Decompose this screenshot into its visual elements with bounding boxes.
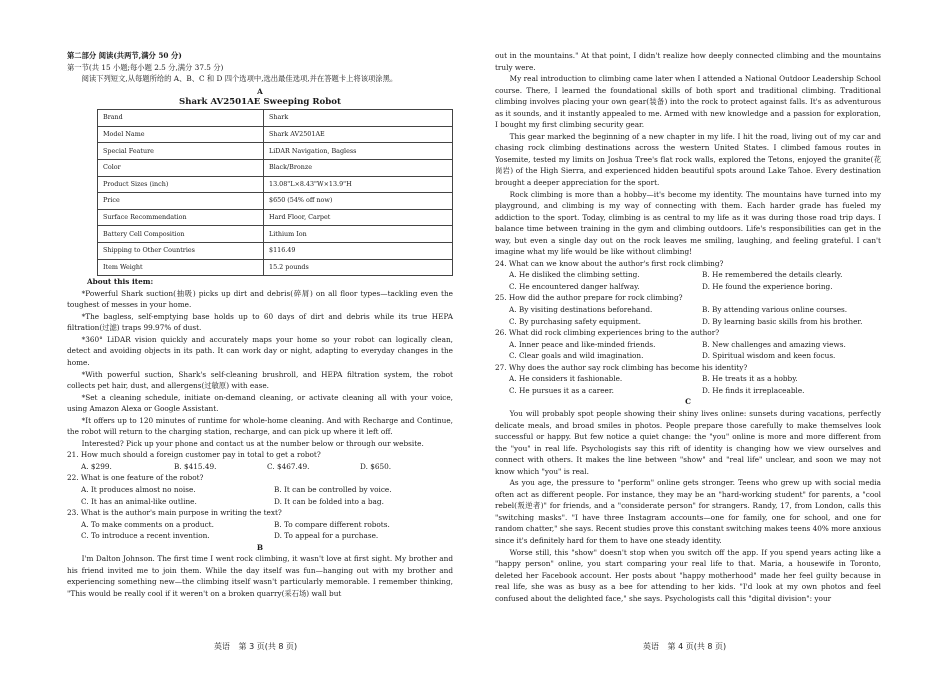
feature-list xyxy=(67,288,453,450)
feature-item: *Set a cleaning schedule, initiate on-demand cleaning, or activate cleaning all with your voice, using Amazon Alexa or Google Assistant. xyxy=(67,392,453,414)
q22-option-a[interactable]: A. It produces almost no noise. xyxy=(81,484,196,494)
spec-value: $116.49 xyxy=(264,242,453,259)
spec-row xyxy=(98,193,453,210)
q22-options-row1 xyxy=(67,484,453,496)
spec-key: Price xyxy=(98,193,264,210)
section-title: 第一节(共 15 小题;每小题 2.5 分,满分 37.5 分) xyxy=(67,62,224,72)
passage-b-continued: out in the mountains." At that point, I didn't realize how deeply connected climbing and the mountains truly were. xyxy=(495,51,881,72)
q26-options-row1 xyxy=(495,339,881,351)
question-22: 22. What is one feature of the robot? xyxy=(67,473,204,483)
spec-key: Product Sizes (inch) xyxy=(98,176,264,193)
spec-value: Black/Bronze xyxy=(264,159,453,176)
spec-row xyxy=(98,143,453,160)
question-23: 23. What is the author's main purpose in writing the text? xyxy=(67,508,282,518)
q23-option-a[interactable]: A. To make comments on a product. xyxy=(81,519,214,529)
feature-item: Interested? Pick up your phone and contact us at the number below or through our website. xyxy=(81,438,424,448)
q21-options xyxy=(67,461,453,473)
footer-left-page: 第 3 页(共 8 页) xyxy=(238,642,298,651)
about-title: About this item: xyxy=(87,277,154,287)
spec-row xyxy=(98,176,453,193)
spec-value: Shark xyxy=(264,110,453,127)
q23-options-row2 xyxy=(67,530,453,542)
q23-options-row1 xyxy=(67,519,453,531)
instructions: 阅读下列短文,从每题所给的 A、B、C 和 D 四个选项中,选出最佳选项,并在答题卡上将该项涂黑。 xyxy=(81,74,398,84)
passage-b-paragraph-4: Rock climbing is more than a hobby—it's become my identity. The mountains have turned into my playground, and climbing is my way of connecting with them. Each harder grade has fueled my addiction to the sport. Today, climbing is as central to my life as it was during those road trip days. I balance time between training in the gym and climbing outdoors. Life's responsibilities can get in the way, but even a single day out on the rock leaves me smiling, laughing, and feeling grateful. I can't imagine what my life would be like without climbing! xyxy=(495,189,881,257)
spec-row xyxy=(98,159,453,176)
passage-c-paragraph-1: You will probably spot people showing their shiny lives online: sunsets during vacations, perfectly delicate meals, and broad smiles in photos. People prepare those carefully to make themselves look successful or happy. But few notice a quiet change: the "you" online is more and more different from the "you" in real life. Psychologists say this rift of identity is changing how we view ourselves and connect with others. It makes the line between "show" and "real life" unclear, and soon we may not know which "you" is real. xyxy=(495,408,881,476)
question-25: 25. How did the author prepare for rock climbing? xyxy=(495,293,683,303)
q27-options-row1 xyxy=(495,373,881,385)
q21-option-a[interactable]: A. $299. xyxy=(81,461,112,471)
footer-right-subject: 英语 xyxy=(643,642,659,651)
q26-option-a[interactable]: A. Inner peace and like-minded friends. xyxy=(509,339,656,349)
passage-b-paragraph-2: My real introduction to climbing came later when I attended a National Outdoor Leadership School course. There, I learned the foundational skills of both sport and traditional climbing. Traditional climbing involves placing your own gear(装备) into the rock to protect against falls. It's as adventurous as it sounds, and it instantly appealed to me. Armed with new knowledge and a passion for exploration, I bought my first climbing security gear. xyxy=(495,74,881,130)
q24-options-row2 xyxy=(495,281,881,293)
footer-right xyxy=(643,641,732,652)
question-26: 26. What did rock climbing experiences bring to the author? xyxy=(495,328,720,338)
spec-value: LiDAR Navigation, Bagless xyxy=(264,143,453,160)
question-27: 27. Why does the author say rock climbing has become his identity? xyxy=(495,362,748,372)
q25-option-b[interactable]: B. By attending various online courses. xyxy=(702,305,848,315)
q25-option-d[interactable]: D. By learning basic skills from his brother. xyxy=(702,316,863,326)
spec-key: Special Feature xyxy=(98,143,264,160)
q24-option-c[interactable]: C. He encountered danger halfway. xyxy=(509,281,640,291)
feature-item: *It offers up to 120 minutes of runtime for whole-home cleaning. And with Recharge and Continue, the robot will return to the charging station, recharge, and can pick up where it left off. xyxy=(67,415,453,437)
q23-option-c[interactable]: C. To introduce a recent invention. xyxy=(81,531,210,541)
q22-option-d[interactable]: D. It can be folded into a bag. xyxy=(274,496,384,506)
feature-item: *360° LiDAR vision quickly and accurately maps your home so your robot can logically clean, detect and avoiding objects in its path. It can work day or night, adapting to everyday changes in the home. xyxy=(67,334,453,367)
question-24: 24. What can we know about the author's first rock climbing? xyxy=(495,258,724,268)
q24-options-row1 xyxy=(495,269,881,281)
q26-options-row2 xyxy=(495,350,881,362)
q26-option-b[interactable]: B. New challenges and amazing views. xyxy=(702,339,846,349)
spec-value: Hard Floor, Carpet xyxy=(264,209,453,226)
q21-option-c[interactable]: C. $467.49. xyxy=(267,461,310,471)
footer-right-page: 第 4 页(共 8 页) xyxy=(667,642,727,651)
q22-option-b[interactable]: B. It can be controlled by voice. xyxy=(274,484,392,494)
q26-option-d[interactable]: D. Spiritual wisdom and keen focus. xyxy=(702,351,836,361)
passage-b-paragraph-1: I'm Dalton Johnson. The first time I went rock climbing, it wasn't love at first sight. My brother and his friend invited me to join them. While the day itself was fun—hanging out with my brother and experiencing something new—the climbing itself wasn't particularly memorable. I remember thinking, "This would be really cool if it weren't on a broken quarry(采石场) wall but xyxy=(67,554,453,598)
q22-options-row2 xyxy=(67,496,453,508)
footer-left xyxy=(214,641,303,652)
spec-key: Item Weight xyxy=(98,259,264,276)
q25-option-c[interactable]: C. By purchasing safety equipment. xyxy=(509,316,641,326)
spec-key: Battery Cell Composition xyxy=(98,226,264,243)
spec-key: Brand xyxy=(98,110,264,127)
q27-option-d[interactable]: D. He finds it irreplaceable. xyxy=(702,385,805,395)
passage-b-label: B xyxy=(256,542,264,552)
passage-c-label: C xyxy=(685,397,691,407)
q24-option-b[interactable]: B. He remembered the details clearly. xyxy=(702,270,843,280)
q26-option-c[interactable]: C. Clear goals and wild imagination. xyxy=(509,351,644,361)
spec-value: Shark AV2501AE xyxy=(264,126,453,143)
footer-left-subject: 英语 xyxy=(214,642,230,651)
product-title: Shark AV2501AE Sweeping Robot xyxy=(179,97,341,108)
q21-option-b[interactable]: B. $415.49. xyxy=(174,461,217,471)
q27-options-row2 xyxy=(495,385,881,397)
part-title: 第二部分 阅读(共两节,满分 50 分) xyxy=(67,51,182,60)
right-column xyxy=(495,50,881,604)
q25-option-a[interactable]: A. By visiting destinations beforehand. xyxy=(509,305,653,315)
q24-option-d[interactable]: D. He found the experience boring. xyxy=(702,281,833,291)
q27-option-a[interactable]: A. He considers it fashionable. xyxy=(509,374,623,384)
passage-c-paragraph-2: As you age, the pressure to "perform" online gets stronger. Teens who grew up with social media often act as different people. For instance, they may be an "hard-working student" for parents, a "cool rebel(叛逆者)" for friends, and a "considerate person" for strangers. Randy, 17, from London, calls this "switching masks". "I have three Instagram accounts—one for family, one for school, and one for random chatter," she says. Recent studies prove this constant switching makes teens 40% more anxious since it's definitely hard for them to have one steady identity. xyxy=(495,478,881,545)
question-21: 21. How much should a foreign customer pay in total to get a robot? xyxy=(67,450,321,460)
q23-option-b[interactable]: B. To compare different robots. xyxy=(274,519,390,529)
feature-item: *With powerful suction, Shark's self-cleaning brushroll, and HEPA filtration system, the robot collects pet hair, dust, and allergens(过敏原) with ease. xyxy=(67,369,453,391)
spec-table xyxy=(97,109,453,276)
q25-options-row2 xyxy=(495,316,881,328)
passage-b-paragraph-3: This gear marked the beginning of a new chapter in my life. I hit the road, living out of my car and chasing rock climbing destinations across the western United States. I climbed famous routes in Yosemite, tested my limits on Joshua Tree's flat rock walls, explored the Tetons, enjoyed the granite(花岗岩) of the High Sierra, and experienced hidden beautiful spots around Lake Tahoe. Every destination brought a deeper appreciation for the sport. xyxy=(495,131,881,188)
q22-option-c[interactable]: C. It has an animal-like outline. xyxy=(81,496,197,506)
q27-option-c[interactable]: C. He pursues it as a career. xyxy=(509,385,614,395)
feature-item: *Powerful Shark suction(抽吸) picks up dirt and debris(碎屑) on all floor types—tackling even the toughest of messes in your home. xyxy=(67,288,453,310)
spec-row xyxy=(98,126,453,143)
spec-row xyxy=(98,110,453,127)
q21-option-d[interactable]: D. $650. xyxy=(360,461,392,471)
spec-key: Shipping to Other Countries xyxy=(98,242,264,259)
spec-key: Surface Recommendation xyxy=(98,209,264,226)
feature-item: *The bagless, self-emptying base holds up to 60 days of dirt and debris while its true HEPA filtration(过滤) traps 99.97% of dust. xyxy=(67,311,453,333)
spec-row xyxy=(98,259,453,276)
passage-a-label: A xyxy=(257,86,263,96)
spec-value: Lithium Ion xyxy=(264,226,453,243)
spec-value: 15.2 pounds xyxy=(264,259,453,276)
q23-option-d[interactable]: D. To appeal for a purchase. xyxy=(274,531,379,541)
spec-row xyxy=(98,209,453,226)
spec-key: Model Name xyxy=(98,126,264,143)
spec-value: 13.08"L×8.43"W×13.9"H xyxy=(264,176,453,193)
spec-key: Color xyxy=(98,159,264,176)
spec-row xyxy=(98,242,453,259)
q24-option-a[interactable]: A. He disliked the climbing setting. xyxy=(509,270,640,280)
passage-c-paragraph-3: Worse still, this "show" doesn't stop when you switch off the app. If you spend years acting like a "happy person" online, you start comparing your real life to that. Maria, a housewife in Toronto, deleted her Facebook account. Her posts about "happy motherhood" made her feel guilty because in real life, she was as busy as a bee for attending to her kids. "I'd look at my own photos and feel confused about the delighted face," she says. Psychologists call this "digital division": your xyxy=(495,547,881,603)
spec-value: $650 (54% off now) xyxy=(264,193,453,210)
q27-option-b[interactable]: B. He treats it as a hobby. xyxy=(702,374,798,384)
q25-options-row1 xyxy=(495,304,881,316)
left-column xyxy=(67,50,453,599)
spec-row xyxy=(98,226,453,243)
